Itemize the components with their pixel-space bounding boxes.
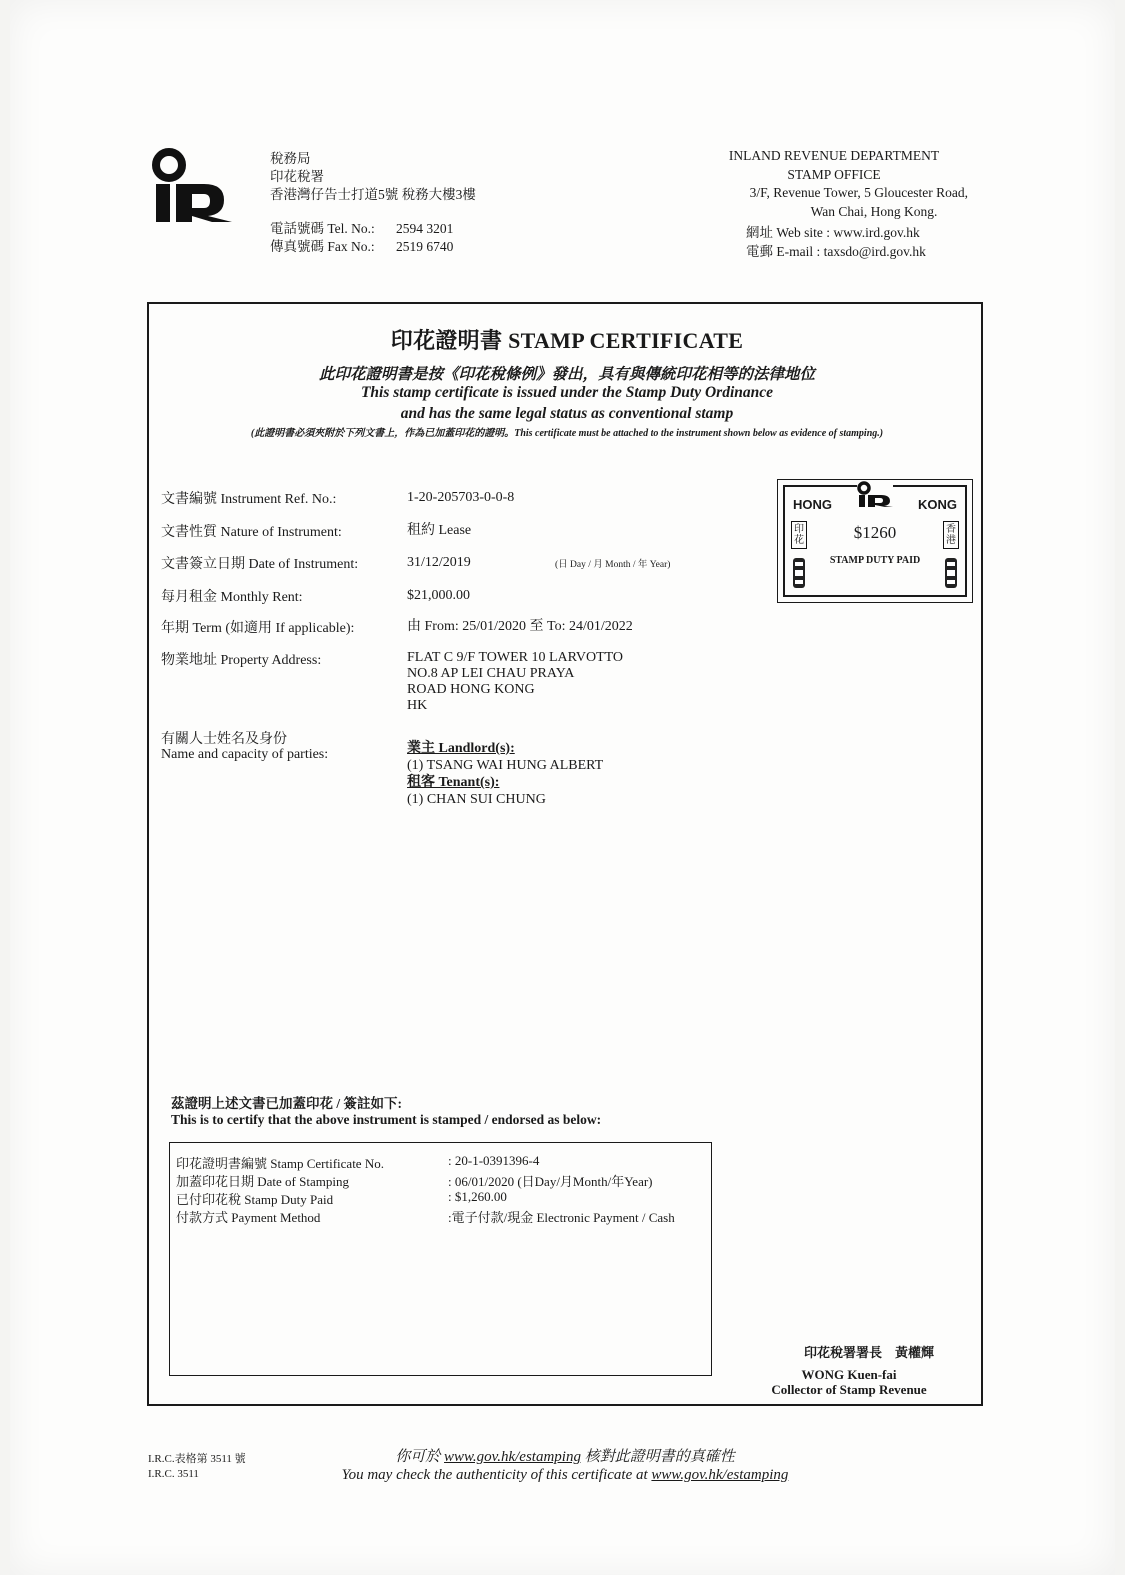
collector-title: Collector of Stamp Revenue	[771, 1382, 927, 1397]
date-value: 31/12/2019	[407, 555, 471, 570]
nature-value: 租約 Lease	[407, 523, 472, 538]
address-line: HK	[407, 698, 428, 713]
tenant-name: (1) CHAN SUI CHUNG	[407, 792, 546, 807]
stamp-hong: HONG	[793, 497, 832, 512]
certify-en: This is to certify that the above instrument is stamped / endorsed as below:	[171, 1112, 602, 1127]
header-tel-label: 電話號碼 Tel. No.:	[270, 221, 375, 236]
header-tel: 2594 3201	[396, 221, 454, 236]
collector-zh: 印花稅署署長 黃權輝	[803, 1345, 934, 1360]
header-email-link[interactable]: taxsdo@ird.gov.hk	[823, 243, 926, 259]
header-zh-office: 印花稅署	[270, 169, 324, 184]
duty-paid-value: : $1,260.00	[448, 1189, 507, 1204]
header-web-link[interactable]: www.ird.gov.hk	[833, 225, 920, 240]
stamping-details-box	[169, 1142, 712, 1376]
payment-method-label: 付款方式 Payment Method	[176, 1210, 321, 1225]
stamp-date-value: : 06/01/2020 (日Day/月Month/年Year)	[448, 1174, 653, 1189]
stamp-left-chars: 印花	[791, 521, 807, 549]
nature-label: 文書性質 Nature of Instrument:	[161, 525, 342, 540]
payment-method-value: :電子付款/現金 Electronic Payment / Cash	[448, 1210, 675, 1225]
tenant-heading: 租客 Tenant(s):	[407, 775, 500, 790]
property-address	[407, 650, 623, 714]
verify-line-zh	[230, 1445, 900, 1466]
parties-list	[407, 740, 603, 808]
address-line: NO.8 AP LEI CHAU PRAYA	[407, 666, 575, 681]
header-web-label: 網址 Web site :	[746, 225, 831, 240]
address-label: 物業地址 Property Address:	[161, 653, 322, 668]
stamp-date-label: 加蓋印花日期 Date of Stamping	[176, 1174, 349, 1189]
landlord-heading: 業主 Landlord(s):	[407, 741, 515, 756]
term-label: 年期 Term (如適用 If applicable):	[161, 621, 355, 636]
stamp-amount: $1260	[853, 523, 897, 542]
stamp-inner-frame	[783, 485, 967, 597]
parties-label-zh: 有關人士姓名及身份	[161, 732, 287, 747]
header-fax: 2519 6740	[396, 239, 454, 254]
header-en-address-2: Wan Chai, Hong Kong.	[810, 203, 938, 219]
duty-paid-label: 已付印花稅 Stamp Duty Paid	[176, 1192, 334, 1207]
header-fax-row	[270, 238, 476, 256]
certify-zh: 茲證明上述文書已加蓋印花 / 簽註如下:	[171, 1096, 402, 1111]
date-format-hint: (日 Day / 月 Month / 年 Year)	[555, 560, 671, 570]
subtitle-en-1: This stamp certificate is issued under the Stamp Duty Ordinance	[360, 384, 774, 401]
header-en-office: STAMP OFFICE	[787, 166, 881, 182]
header-right	[700, 147, 968, 261]
header-email-row	[746, 243, 968, 262]
rent-value: $21,000.00	[407, 588, 470, 603]
header-web-row	[746, 224, 968, 243]
stamp-paid-text: STAMP DUTY PAID	[829, 555, 921, 566]
verify-zh-post: 核對此證明書的真確性	[584, 1449, 735, 1465]
header-en-address-1: 3/F, Revenue Tower, 5 Gloucester Road,	[749, 185, 968, 200]
address-line: FLAT C 9/F TOWER 10 LARVOTTO	[407, 650, 624, 665]
attachment-note: (此證明書必須夾附於下列文書上，作為已加蓋印花的證明。This certificate must be attached to the instrument shown below as evidence of stamping.)	[250, 428, 884, 439]
date-label: 文書簽立日期 Date of Instrument:	[161, 557, 359, 572]
estamping-link-en[interactable]: www.gov.hk/estamping	[651, 1467, 789, 1483]
header-left	[270, 150, 476, 256]
verify-zh-pre: 你可於	[395, 1449, 441, 1465]
ird-logo	[152, 148, 234, 224]
stamp-duty-seal	[777, 479, 973, 603]
subtitle-en-2: and has the same legal status as conventional stamp	[400, 405, 734, 422]
certificate-box	[147, 302, 983, 1406]
cert-no-label: 印花證明書編號 Stamp Certificate No.	[176, 1156, 384, 1171]
verify-en-pre: You may check the authenticity of this certificate at	[341, 1467, 648, 1483]
stamp-right-chars: 香港	[943, 521, 959, 549]
term-value: 由 From: 25/01/2020 至 To: 24/01/2022	[407, 619, 633, 634]
certificate-title: 印花證明書 STAMP CERTIFICATE	[390, 328, 744, 353]
form-number-en: I.R.C. 3511	[148, 1468, 199, 1480]
header-en-dept: INLAND REVENUE DEPARTMENT	[728, 148, 940, 163]
form-number-zh: I.R.C.表格第 3511 號	[148, 1453, 246, 1465]
header-fax-label: 傳真號碼 Fax No.:	[270, 239, 375, 254]
parties-label	[161, 732, 328, 762]
estamping-link-zh[interactable]: www.gov.hk/estamping	[444, 1449, 581, 1465]
address-line: ROAD HONG KONG	[407, 682, 535, 697]
ref-value: 1-20-205703-0-0-8	[407, 490, 515, 505]
parties-label-en: Name and capacity of parties:	[161, 747, 329, 762]
stamp-kong: KONG	[918, 497, 957, 512]
header-zh-address: 香港灣仔告士打道5號 稅務大樓3樓	[270, 187, 476, 202]
header-email-label: 電郵 E-mail :	[746, 243, 821, 259]
ref-label: 文書編號 Instrument Ref. No.:	[161, 492, 337, 507]
verify-line-en	[230, 1467, 900, 1484]
header-zh-dept: 稅務局	[270, 151, 311, 166]
cert-no-value: : 20-1-0391396-4	[448, 1153, 540, 1168]
landlord-name: (1) TSANG WAI HUNG ALBERT	[407, 758, 604, 773]
stamp-ir-logo-icon	[857, 481, 893, 507]
collector-name: WONG Kuen-fai	[801, 1367, 897, 1382]
header-tel-row	[270, 220, 476, 238]
rent-label: 每月租金 Monthly Rent:	[161, 590, 303, 605]
subtitle-zh: 此印花證明書是按《印花稅條例》發出，具有與傳統印花相等的法律地位	[318, 366, 815, 383]
